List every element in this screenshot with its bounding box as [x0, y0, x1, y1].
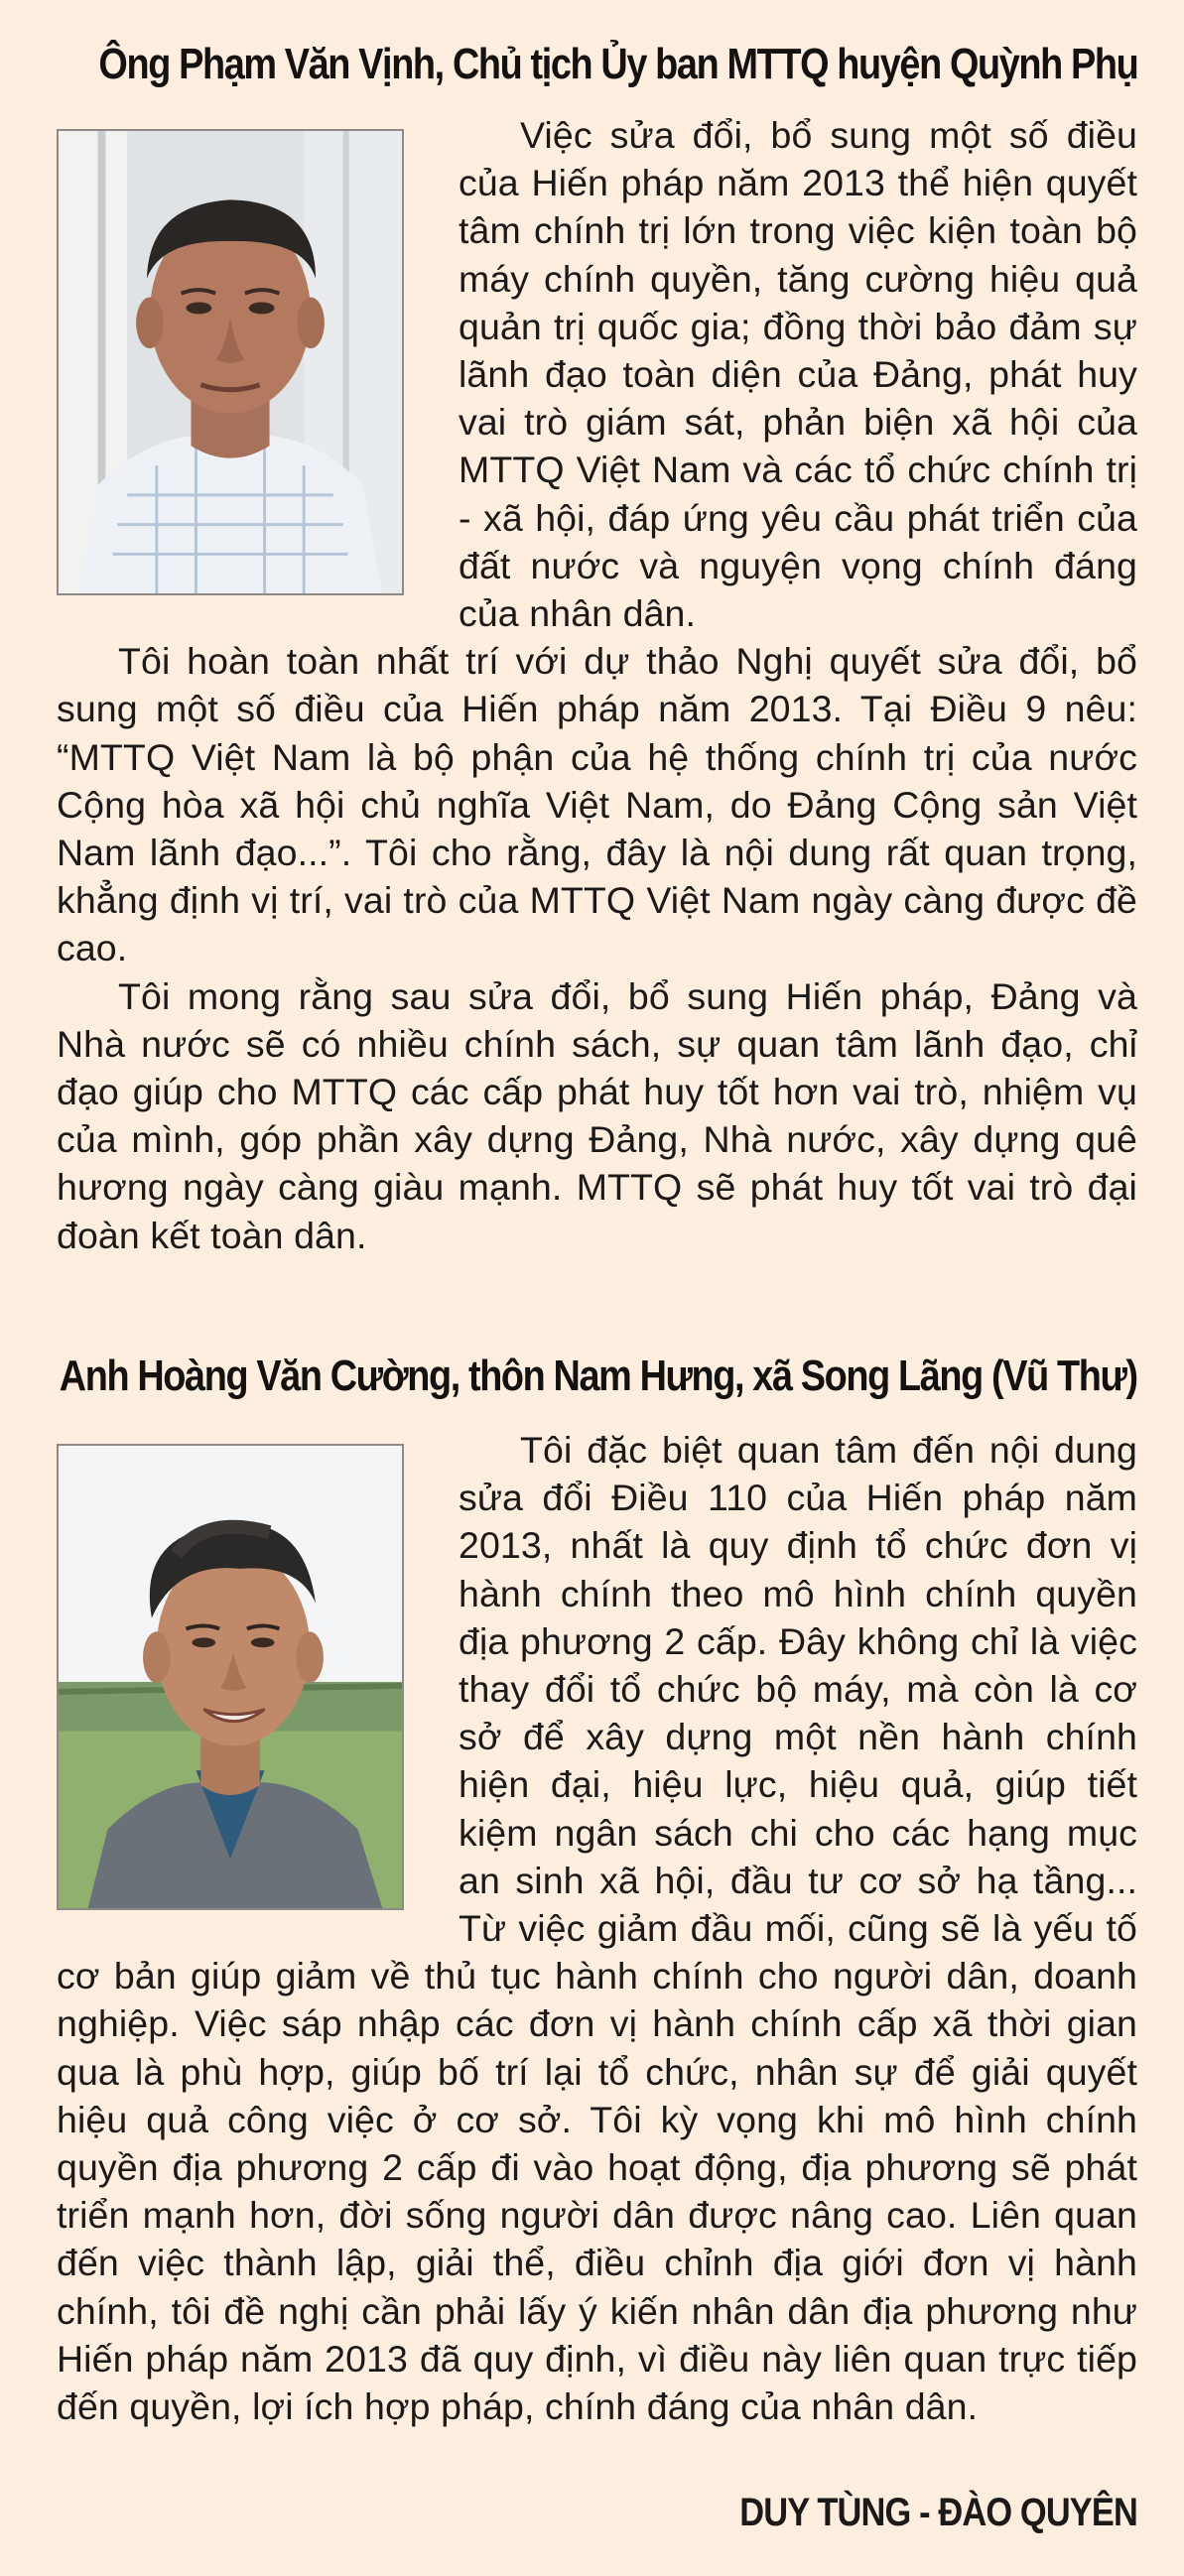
- interview-2-heading: Anh Hoàng Văn Cường, thôn Nam Hưng, xã Song Lãng (Vũ Thư): [60, 1352, 1137, 1400]
- interview-2-body: [57, 1426, 1137, 2430]
- interview-1-body: [57, 111, 1137, 1259]
- interview-1-paragraph: Việc sửa đổi, bổ sung một số điều của Hiến pháp năm 2013 thể hiện quyết tâm chính trị lớn trong việc kiện toàn bộ máy chính quyền, tăng cường hiệu quả quản trị quốc gia; đồng thời bảo đảm sự lãnh đạo toàn diện của Đảng, phát huy vai trò giám sát, phản biện xã hội của MTTQ Việt Nam và các tổ chức chính trị - xã hội, đáp ứng yêu cầu phát triển của đất nước và nguyện vọng chính đáng của nhân dân.: [459, 114, 1137, 635]
- interview-1-heading: Ông Phạm Văn Vịnh, Chủ tịch Ủy ban MTTQ huyện Quỳnh Phụ: [98, 40, 1137, 88]
- portrait-illustration: [59, 1446, 402, 1908]
- interview-2-paragraph: Tôi đặc biệt quan tâm đến nội dung sửa đổi Điều 110 của Hiến pháp năm 2013, nhất là quy định tổ chức đơn vị hành chính theo mô hình chính quyền địa phương 2 cấp. Đây không chỉ là việc thay đổi tổ chức bộ máy, mà còn là cơ sở để xây dựng một nền hành chính hiện đại, hiệu lực, hiệu quả, giúp tiết kiệm ngân sách chi cho các hạng mục an sinh xã hội, đầu tư cơ sở hạ tầng... Từ việc giảm đầu mối, cũng sẽ là yếu tố cơ bản giúp giảm về thủ tục hành chính cho người dân, doanh nghiệp. Việc sáp nhập các đơn vị hành chính cấp xã thời gian qua là phù hợp, giúp bố trí lại tổ chức, nhân sự để giải quyết hiệu quả công việc ở cơ sở. Tôi kỳ vọng khi mô hình chính quyền địa phương 2 cấp đi vào hoạt động, địa phương sẽ phát triển mạnh hơn, đời sống người dân được nâng cao. Liên quan đến việc thành lập, giải thể, điều chỉnh địa giới đơn vị hành chính, tôi đề nghị cần phải lấy ý kiến nhân dân địa phương như Hiến pháp năm 2013 đã quy định, vì điều này liên quan trực tiếp đến quyền, lợi ích hợp pháp, chính đáng của nhân dân.: [57, 1429, 1137, 2428]
- interview-1-paragraph: Tôi mong rằng sau sửa đổi, bổ sung Hiến pháp, Đảng và Nhà nước sẽ có nhiều chính sách, sự quan tâm lãnh đạo, chỉ đạo giúp cho MTTQ các cấp phát huy tốt hơn vai trò, nhiệm vụ của mình, góp phần xây dựng Đảng, Nhà nước, xây dựng quê hương ngày càng giàu mạnh. MTTQ sẽ phát huy tốt vai trò đại đoàn kết toàn dân.: [57, 974, 1137, 1256]
- interview-1-paragraph: Tôi hoàn toàn nhất trí với dự thảo Nghị quyết sửa đổi, bổ sung một số điều của Hiến pháp năm 2013. Tại Điều 9 nêu: “MTTQ Việt Nam là bộ phận của hệ thống chính trị của nước Cộng hòa xã hội chủ nghĩa Việt Nam, do Đảng Cộng sản Việt Nam lãnh đạo...”. Tôi cho rằng, đây là nội dung rất quan trọng, khẳng định vị trí, vai trò của MTTQ Việt Nam ngày càng được đề cao.: [57, 640, 1137, 969]
- author-byline: DUY TÙNG - ĐÀO QUYÊN: [739, 2491, 1137, 2534]
- portrait-photo-pham-van-vinh: [57, 129, 404, 595]
- portrait-photo-hoang-van-cuong: [57, 1444, 404, 1910]
- portrait-illustration: [59, 131, 402, 593]
